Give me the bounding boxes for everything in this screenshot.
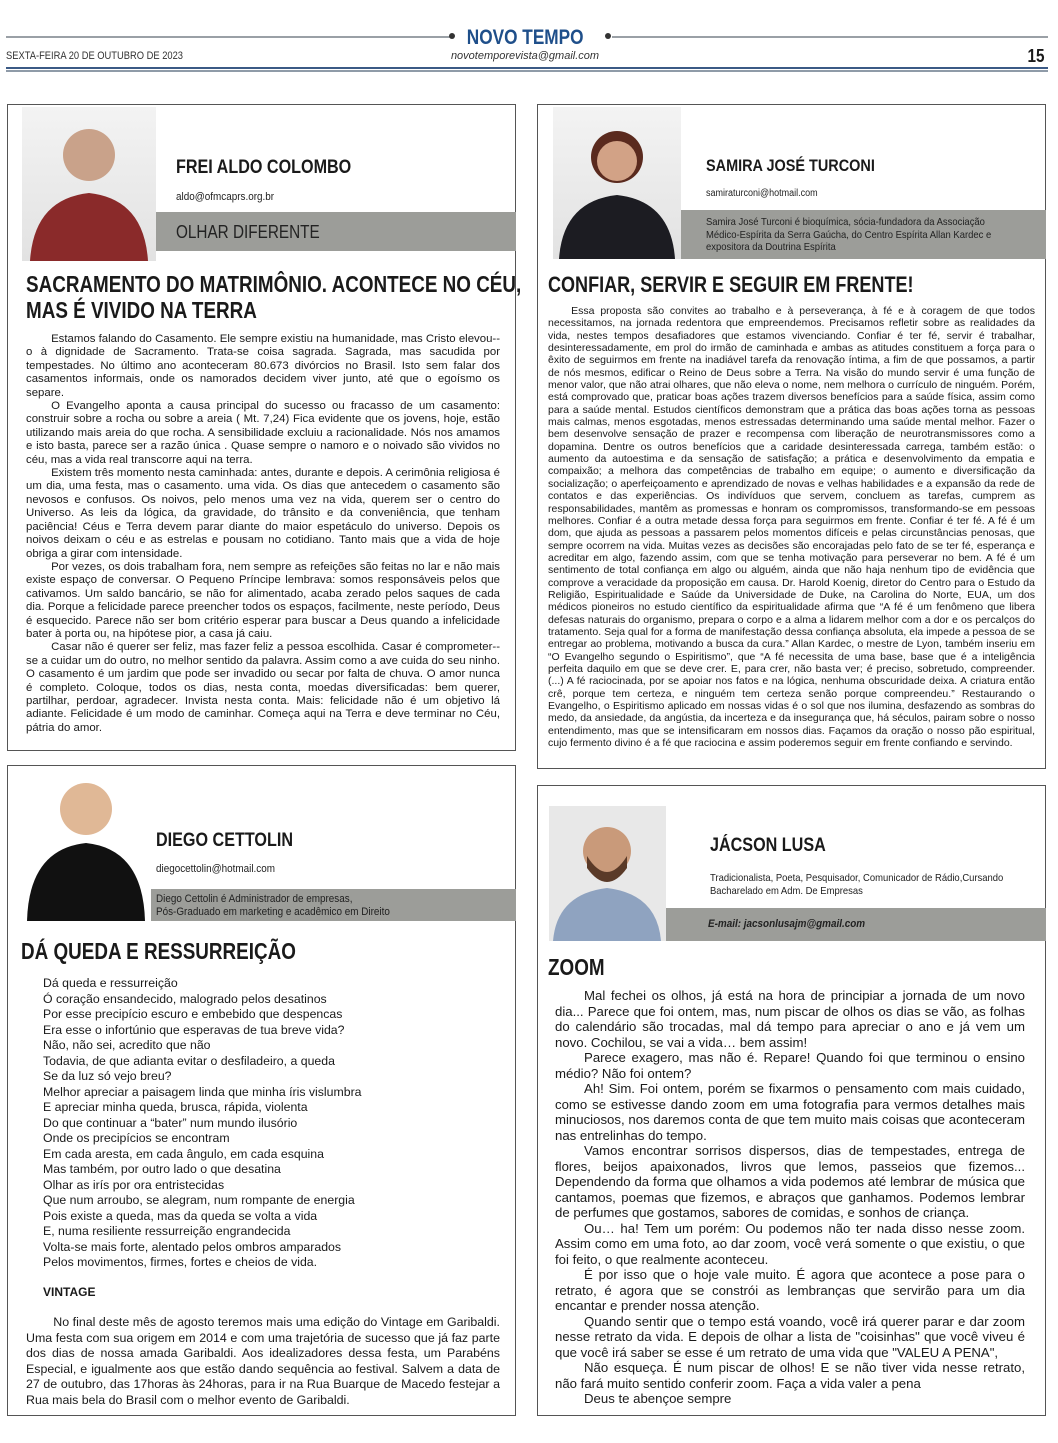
author-photo [21,771,151,921]
article-title: DÁ QUEDA E RESSURREIÇÃO [21,938,296,964]
poem: Dá queda e ressurreição Ó coração ensandecido, malogrado pelos desatinos Por esse precipício escuro e embebido que despencas Era esse o infortúnio que esperavas de tua breve vida? Não, não sei, acredito que não Todavia, de que adianta evitar o desfiladeiro, a queda Se da luz só vejo breu? Melhor apreciar a paisagem linda que minha íris vislumbra E apreciar minha queda, brusca, rápida, violenta Do que continuar a “bater” num mundo ilusório Onde os precipícios se encontram Em cada aresta, em cada ângulo, em cada esquina Mas também, por outro lado o que desatina Olhar as irís por ora entristecidas Que num arroubo, se alegram, num rompante de energia Pois existe a queda, mas da queda se volta a vida E, numa resiliente ressurreição engrandecida Volta-se mais forte, alentado pelos ombros amparados Pelos movimentos, firmes, fortes e cheios de vida. [43,976,362,1269]
author-photo [22,107,156,261]
person-icon [22,107,156,261]
email-band [666,908,1046,941]
article-body: Essa proposta são convites ao trabalho e à perseverança, à fé e à coragem de que todos necessitamos, na jornada redentora que empreendemos. Precisamos refletir sobre as realidades da vida, nestes tempos desafiadores que estamos vivenciando. Confiar é ter fé, servir é trabalhar, desinteressadamente, em prol do irmão de caminhada e ambas as atitudes constituem a força para o êxito de seguirmos em frente na inadiável tarefa da renovação íntima, a fim de que possamos, a partir de nós mesmos, edificar o Reino de Deus sobre a Terra. Na visão do mundo servir é uma função de menor valor, que não atrai olhares, que não eleva o nome, nem melhora o currículo de ninguém. Porém, está comprovado que, praticar boas ações trazem diversos benefícios para a saúde física, assim como para a saúde mental. Estudos científicos demonstram que a prática das boas ações torna as pessoas mais calmas, menos esgotadas, menos estressadas determinando uma saúde mental melhor. Fazer o bem desenvolve sensação de prazer e recompensa com liberação de neurotransmissores como a dopamina. Dentre os outros benefícios que a caridade desinteressada carrega, também estão: o aumento da autoestima e da sensação de satisfação; a prática e desenvolvimento da empatia e compaixão; a melhora das competências de trabalho em equipe; o aumento e diversificação da socialização; o aperfeiçoamento e aprendizado de novas e velhas habilidades e a expansão da rede de contatos e das experiências. Os indivíduos que servem, concluem as tarefas, cumprem as responsabilidades, mantêm as promessas e honram os compromissos, transformando-se em pessoas melhores. Confiar é a outra metade dessa força para seguirmos em frente. Confiar é ter fé. A fé é um dom, que ajuda as pessoas a passarem pelos momentos difíceis e pelas circunstâncias penosas, que sempre ocorrem na vida. Muitas vezes as decisões são encorajadas pelo fato de se ter fé, esperança e acreditar em algo, fazendo assim, com que se tenha motivação para perseverar no bem. A fé é um sentimento de total confiança em algo ou alguém, ainda que não haja nenhum tipo de evidência que comprove a veracidade da proposição em causa. Dr. Harold Koenig, diretor do Centro para o Estudo da Religião, Espiritualidade e Saúde da Universidade de Duke, na Carolina do Norte, EUA, um dos médicos pioneiros no estudo científico da espiritualidade afirma que “A fé é um fenômeno que libera defesas naturais do organismo, prepara o corpo e a alma a lidarem melhor com a dor e os percalços do tratamento. Seja qual for a forma de manifestação dessa confiança absoluta, ela impede a pessoa de se entregar ao problema, motivando a busca da cura.” Allan Kardec, o mestre de Lyon, também inseriu em “O Evangelho segundo o Espiritismo”, que “A fé necessita de uma base, base que é a inteligência perfeita daquilo em que se deve crer. E, para crer, não basta ver; é preciso, sobretudo, compreender. (...) A fé raciocinada, por se apoiar nos fatos e na lógica, nenhuma obscuridade deixa. A criatura então crê, porque tem certeza, e ninguém tem certeza senão porque compreendeu.” Restaurando o Evangelho, o Espiritismo aplicado em nossas vidas é o sol que nos ilumina, desfazendo as sombras do medo, da ansiedade, da angústia, da incerteza e da insegurança que, há séculos, pairam sobre o nosso entendimento, mas que se intensificaram em nossos dias. Façamos da oração o nosso pão espiritual, cujo fermento divino é a fé que raciocina e assim poderemos seguir em frente confiando e servindo. [548,305,1035,750]
bio-band [681,210,1046,259]
column-name: OLHAR DIFERENTE [176,222,320,242]
article-title: CONFIAR, SERVIR E SEGUIR EM FRENTE! [548,272,914,297]
author-photo [553,107,681,259]
page-number: 15 [1027,46,1045,66]
author-bio: Tradicionalista, Poeta, Pesquisador, Comunicador de Rádio,Cursando Bacharelado em Adm. De Empresas [710,872,1004,897]
author-bio: Diego Cettolin é Administrador de empresas, Pós-Graduado em marketing e acadêmico em Direito [156,893,390,918]
author-name: SAMIRA JOSÉ TURCONI [706,156,875,175]
author-name: JÁCSON LUSA [710,835,826,856]
article-body: Mal fechei os olhos, já está na hora de principiar a jornada de um novo dia... Parece que foi ontem, mas, num piscar de olhos os dias se vão, as folhas do calendário são trocadas, mal dá tempo para apreciar o ano e já vem um novo. Cochilou, se vai a vida… bem assim! Parece exagero, mas não é. Repare! Quando foi que terminou o ensino médio? Não foi ontem? Ah! Sim. Foi ontem, porém se fixarmos o pensamento com mais cuidado, como se estivesse dando zoom em uma fotografia para vermos detalhes mais minuciosos, nos daremos conta de que tem muito mais coisas que aconteceram nas entrelinhas do tempo. Vamos encontrar sorrisos dispersos, dias de tempestades, entrega de flores, beijos apaixonados, livros que lemos, passeios que fizemos... Dependendo da forma que olhamos a vida podemos até lembrar de música que cantamos, poemas que fizemos, e abraços que ganhamos. Podemos lembrar de perfumes que gostamos, sabores de comidas, e sonhos de criança. Ou… ha! Tem um porém: Ou podemos não ter nada disso nesse zoom. Assim como em uma foto, ao dar zoom, você verá somente o que existiu, o que foi feito, o que realmente aconteceu. É por isso que o hoje vale muito. É agora que acontece a pose para o retrato, é agora que se constrói as lembranças que servirão para um dia encantar e prender nossa atenção. Quando sentir que o tempo está voando, você irá querer parar e dar zoom nesse retrato da vida. E depois de olhar a lista de "coisinhas" que você viveu é que você irá saber se esse é um retrato de uma vida que "VALEU A PENA", Não esqueça. É num piscar de olhos! E se não tiver vida nesse retrato, não fará muito sentido conferir zoom. Faça a vida valer a pena Deus te abençoe sempre [555,988,1025,1406]
author-email[interactable]: samiraturconi@hotmail.com [706,188,818,199]
article-confiar [537,104,1046,769]
issue-date: SEXTA-FEIRA 20 DE OUTUBRO DE 2023 [6,50,184,62]
person-icon [549,806,666,941]
author-email[interactable]: diegocettolin@hotmail.com [156,863,276,875]
article-title: ZOOM [548,954,605,980]
masthead: NOVO TEMPO [466,26,584,49]
author-name: FREI ALDO COLOMBO [176,157,352,178]
author-email[interactable]: aldo@ofmcaprs.org.br [176,191,275,203]
article-queda [7,765,516,1416]
author-email[interactable]: E-mail: jacsonlusajm@gmail.com [708,918,866,930]
author-bio: Samira José Turconi é bioquímica, sócia-fundadora da Associação Médico-Espírita da Serra Gaúcha, do Centro Espírita Allan Kardec e expositora da Doutrina Espírita [706,216,992,253]
article-olhar-diferente [7,104,522,751]
bio-band [151,889,516,921]
person-icon [21,771,151,921]
column-band [156,212,516,251]
article-zoom [537,785,1046,1416]
article-body: Estamos falando do Casamento. Ele sempre existiu na humanidade, mas Cristo elevou--o à dignidade de Sacramento. Trata-se coisa sagrada. Sagrada, mas sacudida por tempestades. No último ano aconteceram 80.673 divórcios no Brasil. Isto sem falar dos casamentos informais, onde os namorados decidem viver junto, até que o egoísmo os separe. O Evangelho aponta a causa principal do sucesso ou fracasso de um casamento: construir sobre a rocha ou sobre a areia ( Mt. 7,24) Fica evidente que os jovens, hoje, estão utilizando mais areia do que rocha. A sensibilidade excluiu a racionalidade. Nós nos amamos e isto basta, parece ser a razão única . Quase sempre o namoro e o noivado são vividos no céu, mas a vida real transcorre aqui na terra. Existem três momento nesta caminhada: antes, durante e depois. A cerimônia religiosa é um dia, uma festa, mas o casamento. uma vida. Os dias que antecedem o casamento são nevosos e confusos. Os noivos, pelo menos uma vez na vida, querem ser o centro do Universo. As leis da lógica, da gravidade, do trânsito e da conveniência, que tenham paciência! Céus e Terra devem parar diante do maior espetáculo do universo. Depois os noivos deixam o céu e as estrelas e pousam no cotidiano. Tanto mais que a vida de hoje obriga a girar com intensidade. Por vezes, os dois trabalham fora, nem sempre as refeições são feitas no lar e não mais existe espaço de conversar. O Pequeno Príncipe lembrava: somos responsáveis pelos que cativamos. Um saldo bancário, se não for alimentado, acaba zerado pelos saques de cada dia. Porque a felicidade parece preencher todos os espaços, facilmente, neste período, Deus é esquecido. Parece não ser bom critério esperar para buscar a Deus quando a infelicidade bater à porta ou, na hipótese pior, a casa já caiu. Casar não é querer ser feliz, mas fazer feliz a pessoa escolhida. Casar é comprometer--se a cuidar um do outro, no melhor sentido da palavra. Assim como a ave cuida do seu ninho. O casamento é um jardim que pode ser invadido ou secar por falta de chuva. O amor nunca é completo. Coloque, todos os dias, nesta conta, moedas diversificadas: bem querer, partilhar, perdoar, agradecer. Invista nesta conta. Mais: felicidade não é um objetivo lá adiante. Felicidade é um modo de caminhar. Começa aqui na Terra e deve terminar no Céu, pátria do amor. [26,333,500,734]
vintage-body: No final deste mês de agosto teremos mais uma edição do Vintage em Garibaldi. Uma festa com sua origem em 2014 e com uma trajetória de sucesso que já faz parte dos dias de nossa amada Garibaldi. Aos idealizadores dessa festa, um Parabéns Especial, e igualmente aos que estão dando sequência ao festival. Salvem a data de 27 de outubro, das 17horas às 24horas, para ir na Rua Buarque de Macedo festejar a Rua mais bela do Brasil com o melhor evento de Garibaldi. [26,1315,500,1407]
newspaper-email: novotemporevista@gmail.com [450,50,600,62]
header-double-rule [6,67,1048,72]
author-photo [549,806,666,941]
subheading-vintage: VINTAGE [43,1285,96,1299]
author-name: DIEGO CETTOLIN [156,830,293,851]
article-title: SACRAMENTO DO MATRIMÔNIO. ACONTECE NO CÉU, MAS É VIVIDO NA TERRA [26,271,522,323]
person-icon [553,107,681,259]
